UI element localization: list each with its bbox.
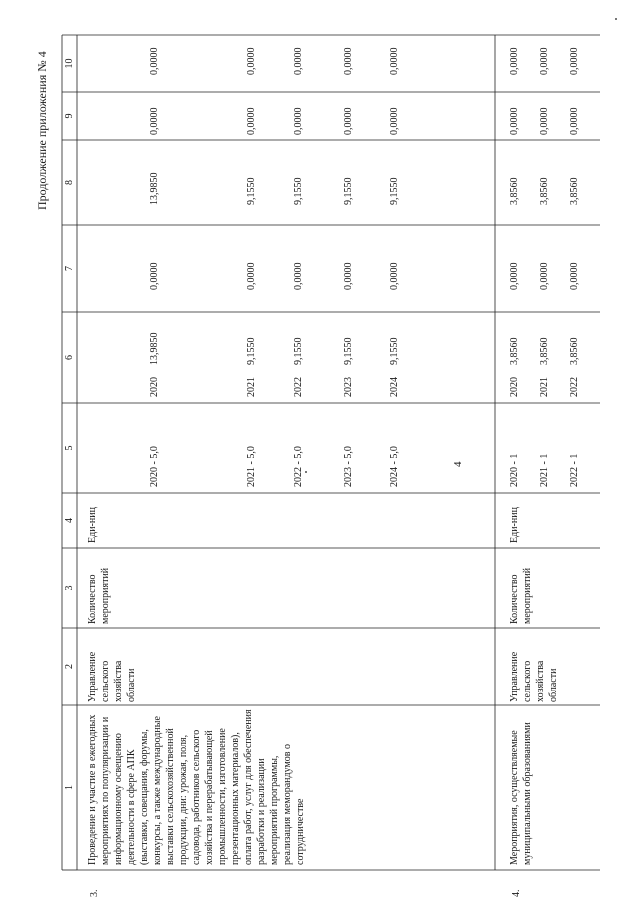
- year-value: 2020: [509, 377, 520, 397]
- row-name: Проведение и участие в ежегодных мероприятиях по популяризации и информационному освещению деятельности в сфере АПК (выставки, совещания, форумы, конкурсы, а также международные выставки сельскохозяйственной продукции, дни: урожая, поля, садовода, работников сельского хозяйства и перерабатывающей промышленности, изготовление презентационных материалов), оплата работ, услуг для обеспечения разработки и реализации мероприятий программы, реализация меморандумов о сотрудничестве: [87, 709, 306, 865]
- header-col-10: 10: [64, 58, 75, 69]
- plan-value: 2021 - 1: [539, 453, 550, 487]
- header-col-5: 5: [64, 445, 75, 451]
- c10-value: 0,0000: [389, 47, 400, 75]
- year-value: 2020: [149, 377, 160, 397]
- plan-value: 2023 - 5,0: [343, 446, 354, 487]
- c7-value: 0,0000: [389, 262, 400, 290]
- c9-value: 0,0000: [343, 107, 354, 135]
- c6-value: 13,9850: [149, 332, 160, 365]
- header-col-1: 1: [64, 785, 75, 790]
- c6-value: 9,1550: [343, 337, 354, 365]
- c10-value: 0,0000: [509, 47, 520, 75]
- plan-value: 2020 - 5,0: [149, 446, 160, 487]
- c9-value: 0,0000: [293, 107, 304, 135]
- c9-value: 0,0000: [246, 107, 257, 135]
- year-value: 2022: [293, 377, 304, 397]
- c7-value: 0,0000: [509, 262, 520, 290]
- c8-value: 9,1550: [343, 177, 354, 205]
- c10-value: 0,0000: [293, 47, 304, 75]
- c7-value: 0,0000: [293, 262, 304, 290]
- c9-value: 0,0000: [569, 107, 580, 135]
- c8-value: 3,8560: [509, 177, 520, 205]
- year-value: 2022: [569, 377, 580, 397]
- c6-value: 9,1550: [246, 337, 257, 365]
- continuation-label: Продолжение приложения № 4: [35, 51, 49, 210]
- row-unit: Еди-ниц: [87, 507, 98, 543]
- c6-value: 9,1550: [293, 337, 304, 365]
- scan-speck: [615, 18, 617, 20]
- c6-value: 3,8560: [539, 337, 550, 365]
- page-number: 4: [452, 461, 464, 467]
- c9-value: 0,0000: [149, 107, 160, 135]
- c7-value: 0,0000: [539, 262, 550, 290]
- c10-value: 0,0000: [539, 47, 550, 75]
- c6-value: 9,1550: [389, 337, 400, 365]
- c8-value: 9,1550: [246, 177, 257, 205]
- header-col-8: 8: [64, 180, 75, 185]
- c7-value: 0,0000: [569, 262, 580, 290]
- header-col-7: 7: [64, 266, 75, 271]
- row-number: 4.: [511, 889, 522, 897]
- c9-value: 0,0000: [389, 107, 400, 135]
- c8-value: 13,9850: [149, 172, 160, 205]
- header-col-3: 3: [64, 585, 75, 591]
- c8-value: 3,8560: [539, 177, 550, 205]
- c6-value: 3,8560: [569, 337, 580, 365]
- header-col-2: 2: [64, 664, 75, 669]
- plan-value: 2022 - 1: [569, 453, 580, 487]
- year-value: 2024: [389, 377, 400, 397]
- c7-value: 0,0000: [246, 262, 257, 290]
- year-value: 2021: [246, 377, 257, 397]
- header-col-6: 6: [64, 355, 75, 360]
- c6-value: 3,8560: [509, 337, 520, 365]
- c9-value: 0,0000: [539, 107, 550, 135]
- plan-value: 2020 - 1: [509, 453, 520, 487]
- c10-value: 0,0000: [246, 47, 257, 75]
- header-col-4: 4: [64, 518, 75, 523]
- c7-value: 0,0000: [149, 262, 160, 290]
- scan-speck: [305, 471, 307, 473]
- row-indicator: Количество мероприятий: [509, 567, 533, 624]
- c9-value: 0,0000: [509, 107, 520, 135]
- c10-value: 0,0000: [149, 47, 160, 75]
- row-number: 3.: [89, 889, 100, 897]
- c10-value: 0,0000: [569, 47, 580, 75]
- plan-value: 2022 - 5,0: [293, 446, 304, 487]
- year-value: 2023: [343, 377, 354, 397]
- c7-value: 0,0000: [343, 262, 354, 290]
- year-value: 2021: [539, 377, 550, 397]
- c8-value: 3,8560: [569, 177, 580, 205]
- plan-value: 2021 - 5,0: [246, 446, 257, 487]
- c8-value: 9,1550: [293, 177, 304, 205]
- row-name: Мероприятия, осуществляемые муниципальными образованиями: [509, 722, 533, 865]
- row-unit: Еди-ниц: [509, 507, 520, 543]
- c10-value: 0,0000: [343, 47, 354, 75]
- row-executor: Управление сельского хозяйства области: [87, 651, 137, 702]
- row-executor: Управление сельского хозяйства области: [509, 651, 559, 702]
- c8-value: 9,1550: [389, 177, 400, 205]
- row-indicator: Количество мероприятий: [87, 567, 111, 624]
- plan-value: 2024 - 5,0: [389, 446, 400, 487]
- header-col-9: 9: [64, 113, 75, 119]
